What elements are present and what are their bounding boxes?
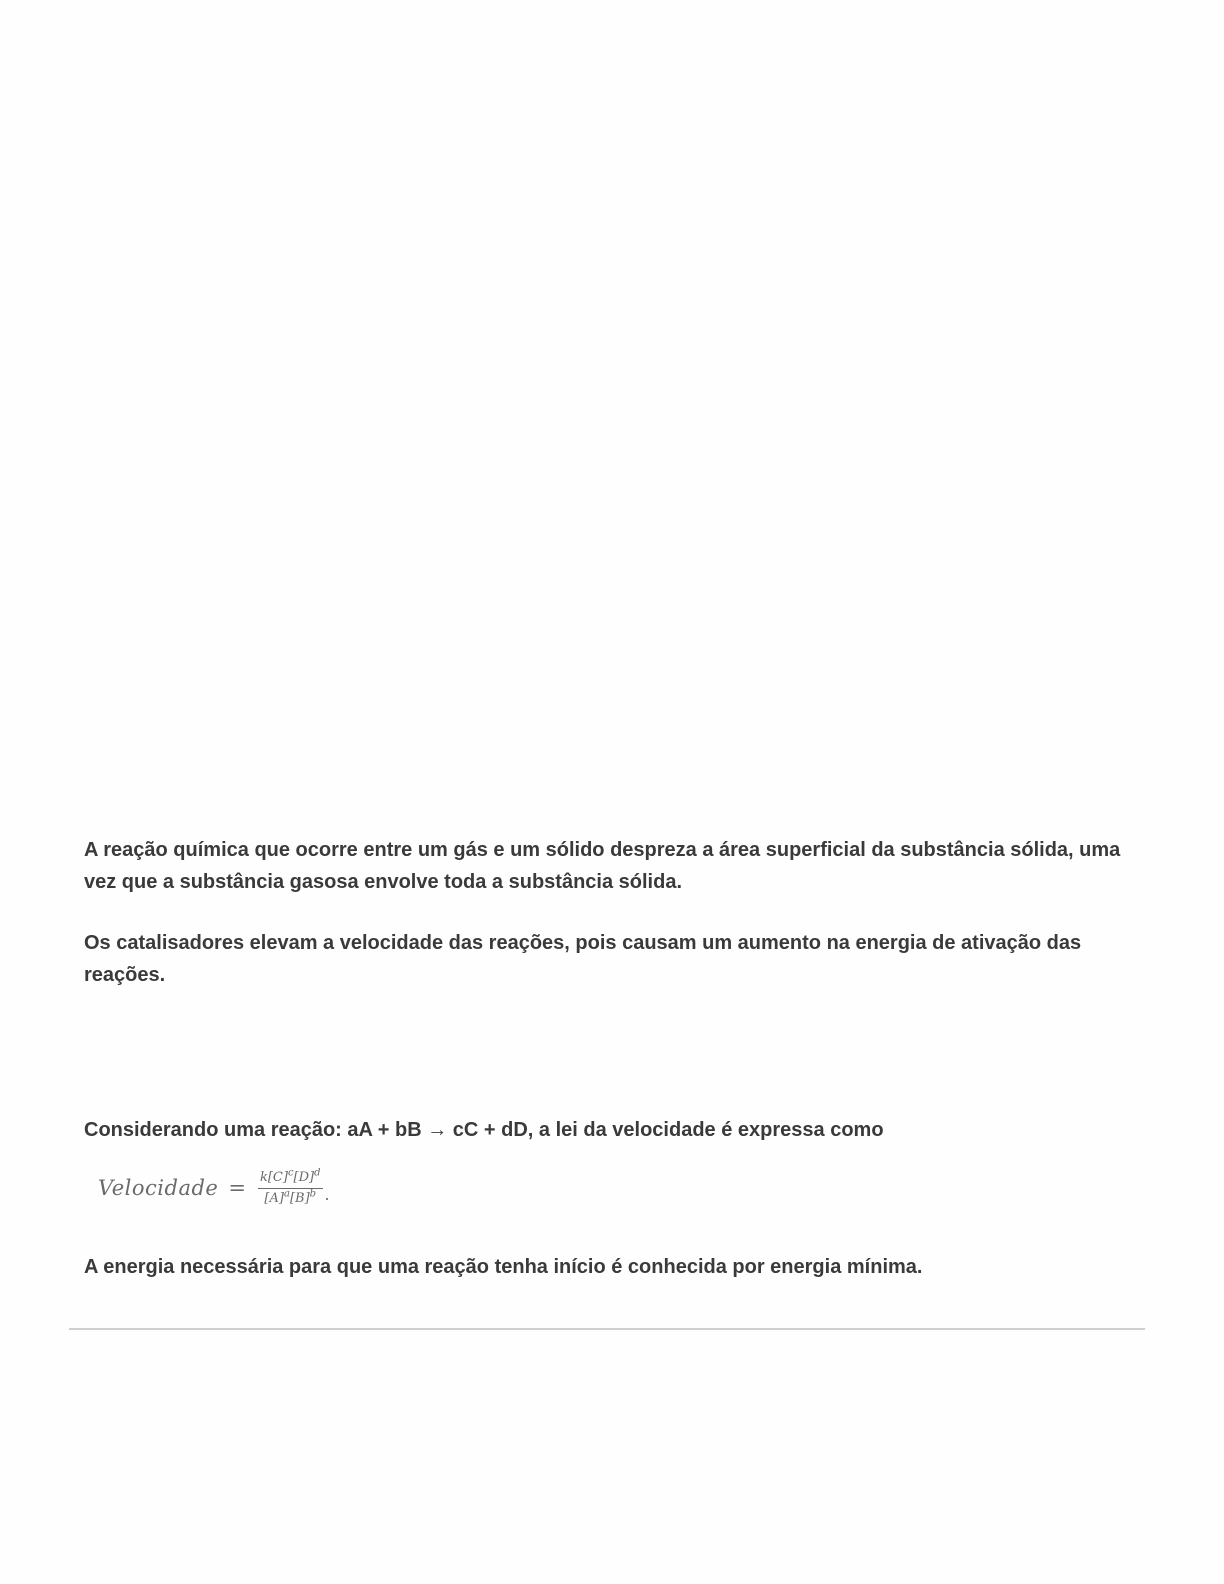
exp-b: b	[309, 1188, 317, 1200]
statement-1: A reação química que ocorre entre um gás e um sólido despreza a área superficial da substância sólida, uma vez que a substância gasosa envolve toda a substância sólida.	[84, 839, 1121, 893]
formula-numerator	[258, 1167, 323, 1189]
conc-a: [A]	[264, 1190, 284, 1206]
conc-c: [C]	[267, 1169, 288, 1185]
exp-c: c	[287, 1167, 294, 1179]
formula-period: .	[324, 1185, 330, 1204]
statement-3: Considerando uma reação: aA + bB → cC + dD, a lei da velocidade é expressa como	[84, 1119, 884, 1141]
formula-equals: =	[228, 1176, 246, 1200]
formula-fraction	[258, 1167, 323, 1207]
conc-d: [D]	[293, 1169, 315, 1185]
section-divider	[69, 1328, 1145, 1330]
statement-2: Os catalisadores elevam a velocidade das reações, pois causam um aumento na energia de ativação das reações.	[84, 932, 1082, 986]
conc-b: [B]	[289, 1190, 310, 1206]
exp-d: d	[314, 1167, 321, 1179]
formula-denominator	[262, 1189, 318, 1207]
exp-a: a	[283, 1188, 290, 1200]
formula-lhs: Velocidade	[98, 1176, 219, 1200]
rate-constant: k	[259, 1169, 268, 1185]
statement-4: A energia necessária para que uma reação tenha início é conhecida por energia mínima.	[84, 1256, 923, 1278]
rate-law-formula	[98, 1162, 330, 1214]
